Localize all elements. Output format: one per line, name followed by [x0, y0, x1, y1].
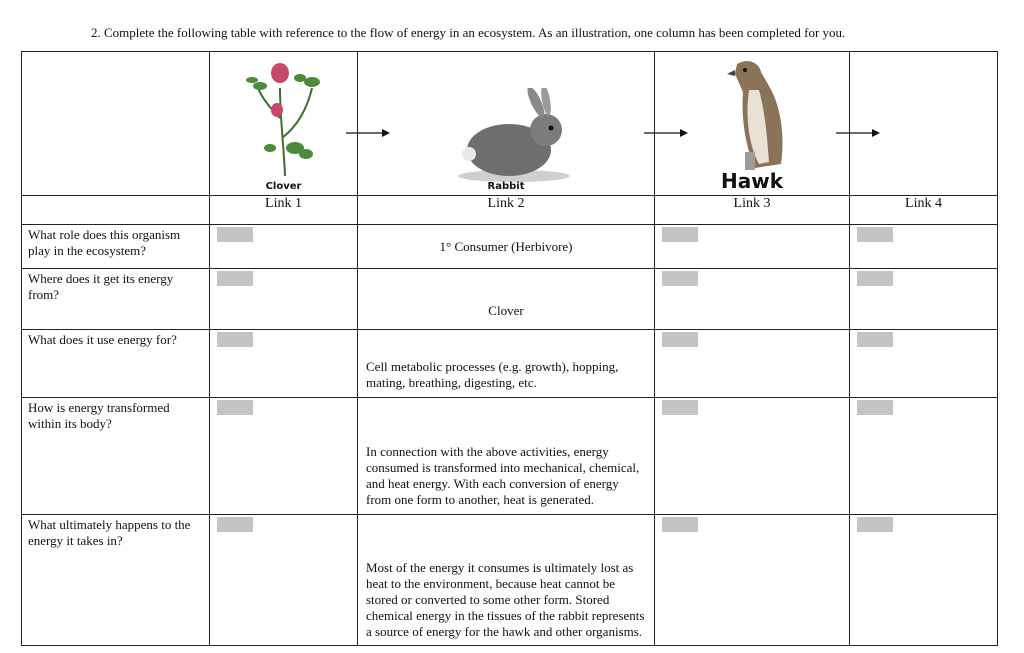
answer-text: Cell metabolic processes (e.g. growth), hopping, mating, breathing, digesting, etc.	[366, 359, 619, 390]
table-row	[22, 398, 998, 515]
answer-field-link-4[interactable]	[850, 330, 998, 398]
table-row	[22, 330, 998, 398]
table-row	[22, 269, 998, 330]
link-2-header: Link 2	[358, 196, 655, 225]
link-4-header: Link 4	[850, 196, 998, 225]
blank-answer-box[interactable]	[857, 517, 893, 532]
question-cell: What role does this organism play in the ecosystem?	[22, 225, 210, 269]
answer-field-link-1[interactable]	[210, 398, 358, 515]
answer-cell-link-2	[358, 515, 655, 646]
table-row	[22, 515, 998, 646]
hawk-icon	[715, 56, 795, 171]
image-row	[22, 52, 998, 196]
blank-answer-box[interactable]	[662, 271, 698, 286]
answer-field-link-1[interactable]	[210, 515, 358, 646]
answer-field-link-4[interactable]	[850, 225, 998, 269]
link-3-header: Link 3	[655, 196, 850, 225]
answer-field-link-1[interactable]	[210, 225, 358, 269]
rabbit-caption: Rabbit	[487, 181, 525, 192]
clover-icon	[240, 58, 330, 178]
hawk-caption: Hawk	[720, 169, 783, 193]
clover-caption: Clover	[265, 181, 302, 192]
blank-answer-box[interactable]	[217, 400, 253, 415]
answer-field-link-1[interactable]	[210, 330, 358, 398]
rabbit-cell	[358, 52, 655, 196]
blank-answer-box[interactable]	[217, 271, 253, 286]
answer-text: Most of the energy it consumes is ultimately lost as heat to the environment, because heat cannot be stored or converted to some other form. Stored chemical energy in the tissues of the rabbit represents a source of energy for the hawk and other organisms.	[366, 560, 645, 639]
link-1-header: Link 1	[210, 196, 358, 225]
answer-field-link-3[interactable]	[655, 330, 850, 398]
clover-cell	[210, 52, 358, 196]
hawk-cell	[655, 52, 850, 196]
link-header-row	[22, 196, 998, 225]
blank-answer-box[interactable]	[217, 332, 253, 347]
answer-cell-link-2	[358, 269, 655, 330]
blank-answer-box[interactable]	[857, 332, 893, 347]
answer-field-link-4[interactable]	[850, 398, 998, 515]
blank-answer-box[interactable]	[857, 400, 893, 415]
answer-field-link-3[interactable]	[655, 515, 850, 646]
answer-cell-link-2	[358, 225, 655, 269]
answer-text: Clover	[488, 303, 524, 318]
table-row	[22, 225, 998, 269]
blank-answer-box[interactable]	[662, 517, 698, 532]
answer-cell-link-2	[358, 330, 655, 398]
answer-text: In connection with the above activities, energy consumed is transformed into mechanical, chemical, and heat energy. With each conversion of energy from one form to another, heat is generated.	[366, 444, 640, 507]
answer-field-link-1[interactable]	[210, 269, 358, 330]
rabbit-icon	[454, 88, 574, 183]
answer-field-link-4[interactable]	[850, 515, 998, 646]
energy-flow-table	[21, 51, 998, 646]
question-cell: What does it use energy for?	[22, 330, 210, 398]
question-cell: Where does it get its energy from?	[22, 269, 210, 330]
question-cell: What ultimately happens to the energy it takes in?	[22, 515, 210, 646]
answer-text: 1° Consumer (Herbivore)	[439, 238, 573, 254]
blank-image-cell	[850, 52, 998, 196]
answer-field-link-3[interactable]	[655, 269, 850, 330]
blank-answer-box[interactable]	[217, 227, 253, 242]
answer-field-link-3[interactable]	[655, 225, 850, 269]
blank-answer-box[interactable]	[662, 400, 698, 415]
blank-answer-box[interactable]	[662, 227, 698, 242]
blank-answer-box[interactable]	[217, 517, 253, 532]
question-text: 2. Complete the following table with reference to the flow of energy in an ecosystem. As an illustration, one column has been completed for you.	[91, 25, 846, 40]
blank-answer-box[interactable]	[857, 227, 893, 242]
answer-field-link-3[interactable]	[655, 398, 850, 515]
blank-corner-cell	[22, 52, 210, 196]
answer-cell-link-2	[358, 398, 655, 515]
question-cell: How is energy transformed within its body?	[22, 398, 210, 515]
answer-field-link-4[interactable]	[850, 269, 998, 330]
blank-answer-box[interactable]	[662, 332, 698, 347]
blank-header-cell	[22, 196, 210, 225]
blank-answer-box[interactable]	[857, 271, 893, 286]
